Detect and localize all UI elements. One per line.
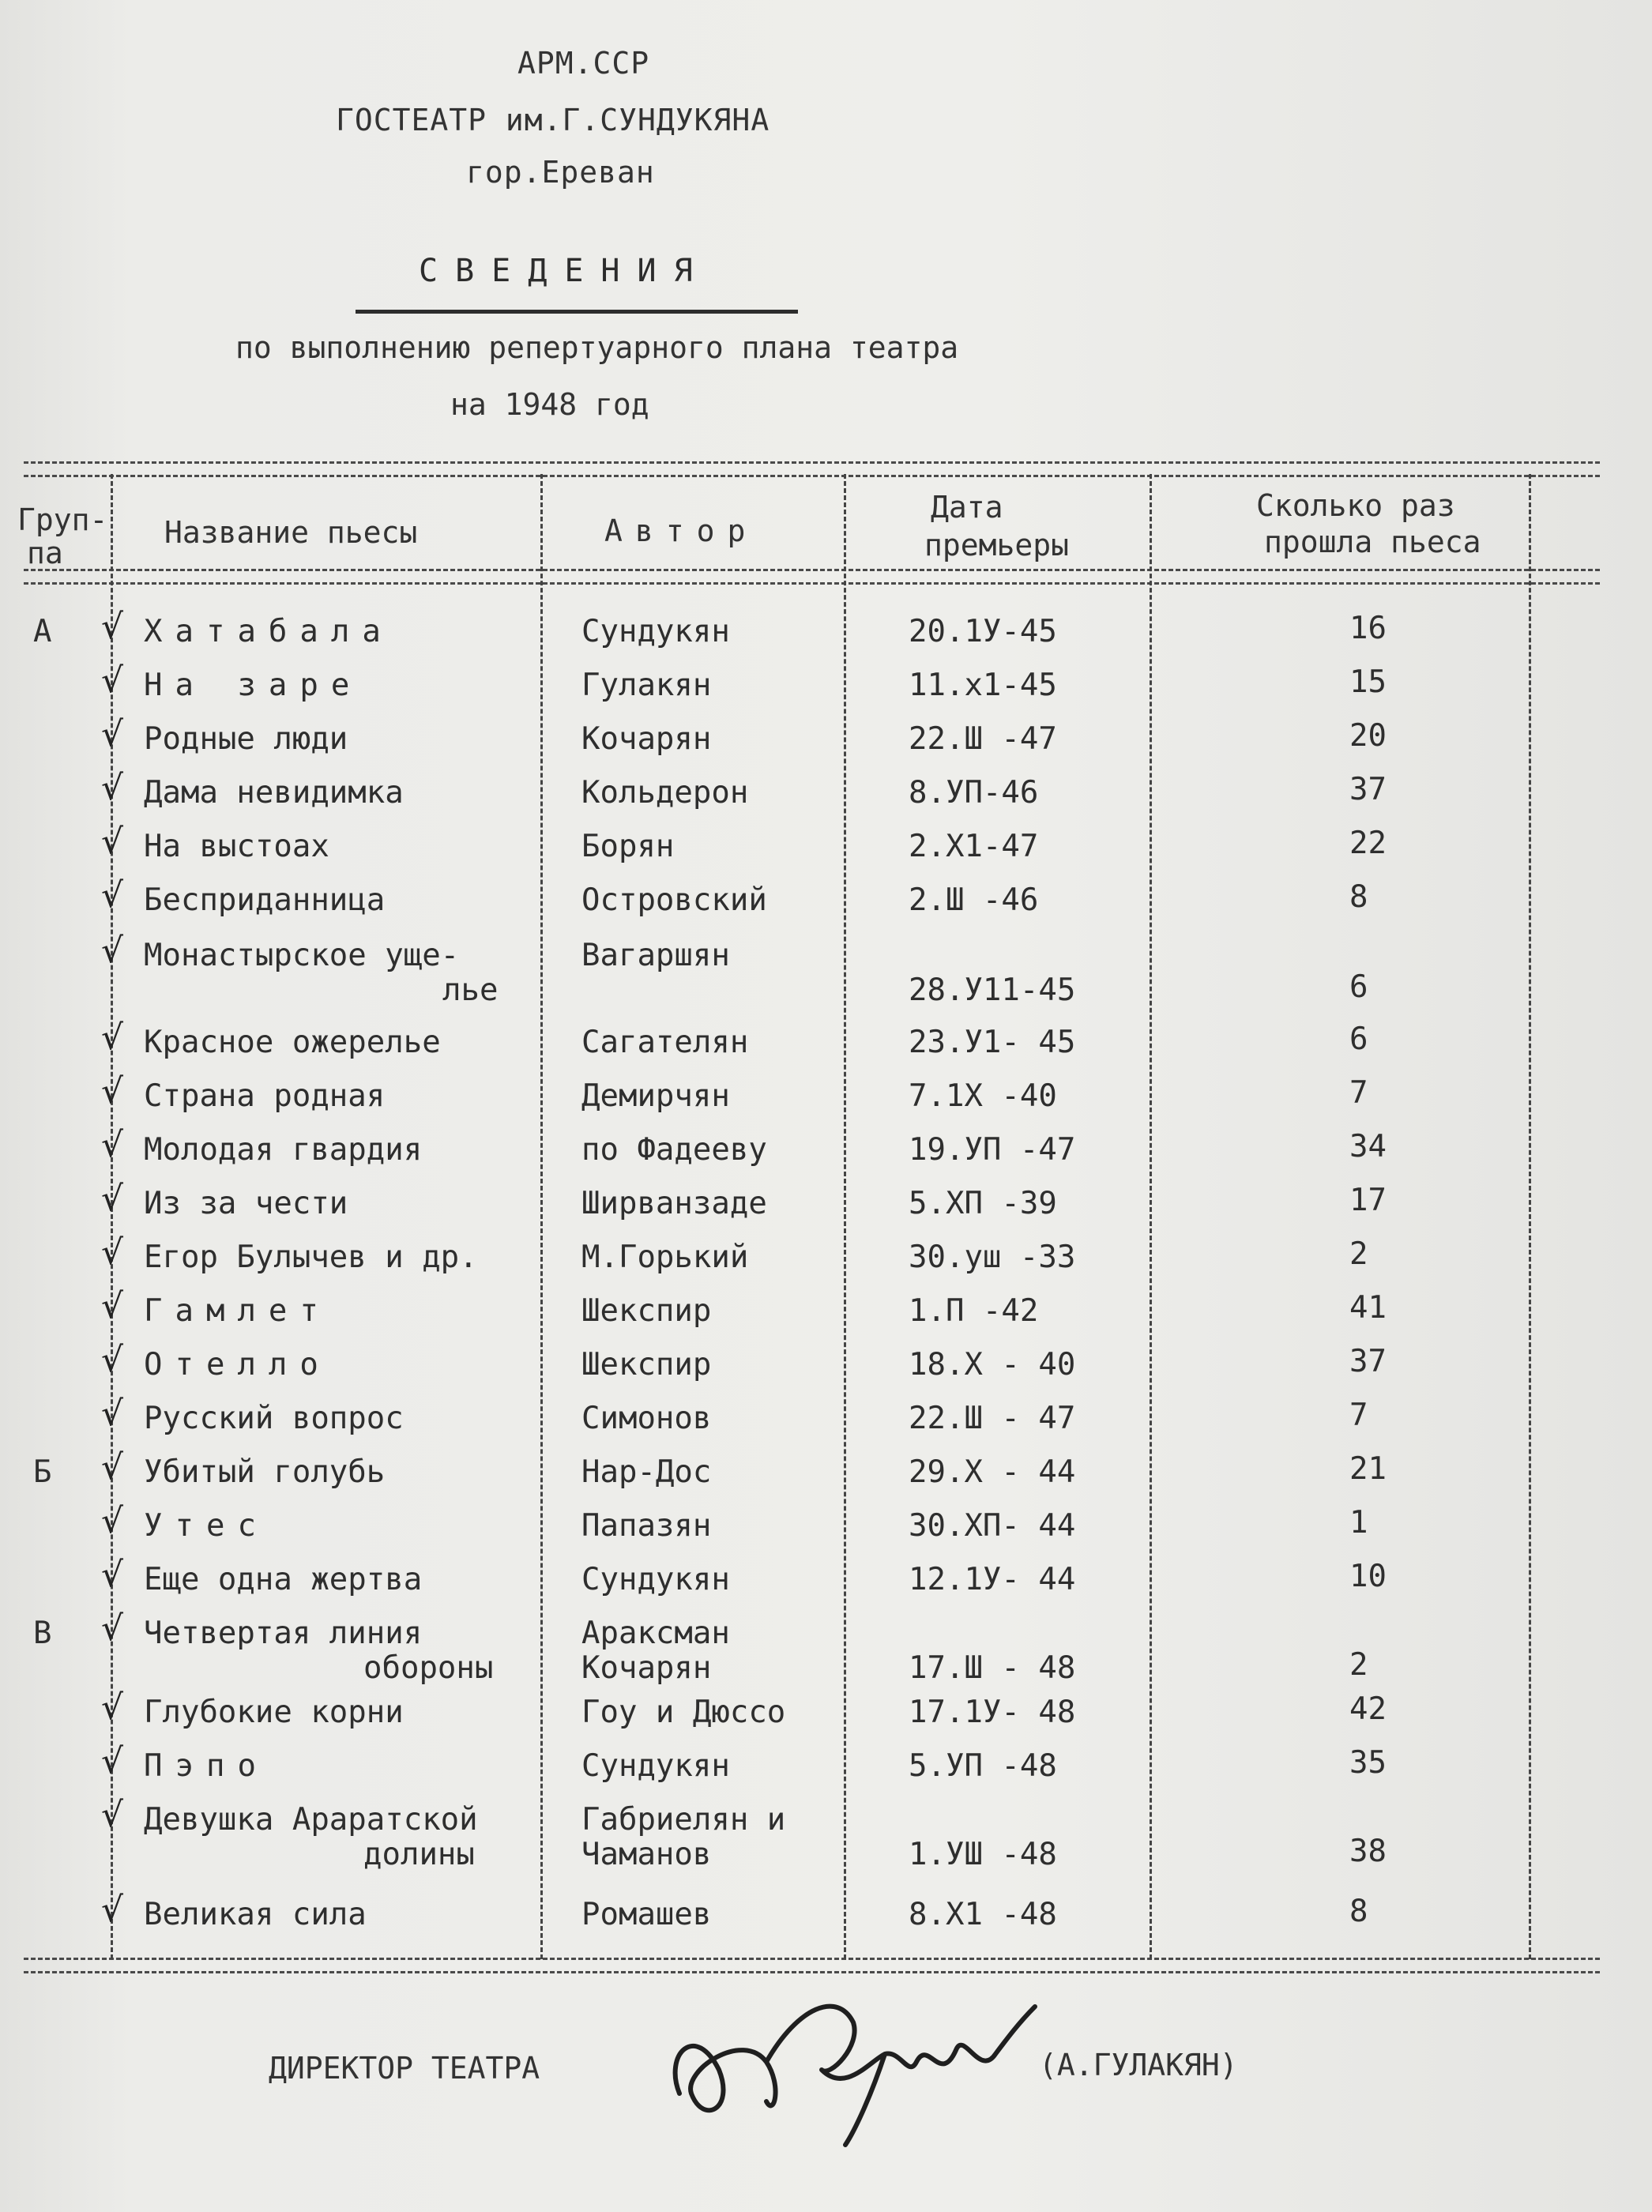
table-row <box>0 1179 1652 1243</box>
author-cell: Нар-Дос <box>581 1454 712 1490</box>
header-theatre: ГОСТЕАТР им.Г.СУНДУКЯНА <box>336 103 770 137</box>
play-title-cell: Еще одна жертва <box>144 1562 423 1597</box>
play-title-cell: Молодая гвардия <box>144 1132 423 1168</box>
play-title-cont-cell: долины <box>363 1837 475 1872</box>
table-row <box>0 1890 1652 1954</box>
group-cell: Б <box>33 1454 52 1490</box>
table-row <box>0 1286 1652 1351</box>
author-cell: М.Горький <box>581 1240 749 1275</box>
author-cell: Гоу и Дюссо <box>581 1695 786 1730</box>
author-cell: Вагаршян <box>581 938 730 973</box>
premiere-date-cell: 23.У1- 45 <box>909 1025 1076 1060</box>
play-title-cell: Гамлет <box>144 1293 331 1329</box>
author-cell: Гулакян <box>581 668 712 703</box>
play-title-cell: Глубокие корни <box>144 1695 404 1730</box>
performance-count-cell: 1 <box>1349 1505 1368 1540</box>
premiere-date-cell: 1.П -42 <box>909 1293 1039 1329</box>
premiere-date-cell: 5.ХП -39 <box>909 1186 1057 1221</box>
checkmark-icon: √ <box>101 607 124 647</box>
play-title-cell: Отелло <box>144 1347 331 1382</box>
performance-count-cell: 42 <box>1349 1691 1387 1727</box>
author-cell: Шекспир <box>581 1347 712 1382</box>
director-signature <box>648 1975 1090 2149</box>
checkmark-icon: √ <box>101 931 124 971</box>
table-row <box>0 1501 1652 1566</box>
table-row <box>0 607 1652 672</box>
header-city: гор.Ереван <box>466 155 655 190</box>
checkmark-icon: √ <box>101 1394 124 1434</box>
table-row <box>0 1687 1652 1752</box>
table-row <box>0 1447 1652 1512</box>
performance-count-cell: 37 <box>1349 1344 1387 1379</box>
play-title-cell: Страна родная <box>144 1078 386 1114</box>
table-row <box>0 1340 1652 1405</box>
checkmark-icon: √ <box>101 1125 124 1165</box>
table-row <box>0 714 1652 779</box>
performance-count-cell: 22 <box>1349 826 1387 861</box>
performance-count-cell: 37 <box>1349 772 1387 807</box>
play-title-cell: Убитый голубь <box>144 1454 386 1490</box>
play-title-cell: Утес <box>144 1508 269 1544</box>
checkmark-icon: √ <box>101 1447 124 1488</box>
checkmark-icon: √ <box>101 1018 124 1058</box>
author-cell: по Фадееву <box>581 1132 767 1168</box>
author-cell: Сагателян <box>581 1025 749 1060</box>
premiere-date-cell: 2.Х1-47 <box>909 829 1039 864</box>
play-title-cell: Дама невидимка <box>144 775 404 811</box>
checkmark-icon: √ <box>101 1608 124 1649</box>
play-title-cont-cell: лье <box>442 972 499 1008</box>
table-row <box>0 1555 1652 1620</box>
table-row <box>0 822 1652 886</box>
performance-count-cell: 7 <box>1349 1398 1368 1433</box>
performance-count-cell: 35 <box>1349 1745 1387 1781</box>
author-cell: Островский <box>581 882 767 918</box>
header-group-line-1: Груп- <box>17 502 108 537</box>
checkmark-icon: √ <box>101 768 124 808</box>
premiere-date-cell: 2.Ш -46 <box>909 882 1039 918</box>
premiere-date-cell: 19.УП -47 <box>909 1132 1076 1168</box>
play-title-cell: Девушка Араратской <box>144 1802 478 1838</box>
play-title-cell: Красное ожерелье <box>144 1025 441 1060</box>
performance-count-cell: 6 <box>1349 1021 1368 1057</box>
checkmark-icon: √ <box>101 1555 124 1595</box>
performance-count-cell: 17 <box>1349 1183 1387 1218</box>
table-row <box>0 768 1652 833</box>
group-cell: А <box>33 614 52 649</box>
table-bottom-rule <box>24 1958 1600 1973</box>
author-cell: Сундукян <box>581 1748 730 1784</box>
header-author: Автор <box>604 514 758 548</box>
checkmark-icon: √ <box>101 714 124 754</box>
performance-count-cell: 6 <box>1349 969 1368 1005</box>
table-row <box>0 660 1652 725</box>
play-title-cell: Русский вопрос <box>144 1401 404 1436</box>
table-top-rule <box>24 461 1600 477</box>
performance-count-cell: 7 <box>1349 1075 1368 1111</box>
author-cell: Шекспир <box>581 1293 712 1329</box>
play-title-cell: Бесприданница <box>144 882 386 918</box>
header-date-line-1: Дата <box>931 490 1003 525</box>
author-cell: Ширванзаде <box>581 1186 767 1221</box>
checkmark-icon: √ <box>101 1501 124 1541</box>
performance-count-cell: 20 <box>1349 718 1387 754</box>
premiere-date-cell: 20.1У-45 <box>909 614 1057 649</box>
premiere-date-cell: 17.1У- 48 <box>909 1695 1076 1730</box>
checkmark-icon: √ <box>101 1741 124 1781</box>
checkmark-icon: √ <box>101 1340 124 1380</box>
header-republic: АРМ.ССР <box>517 46 650 81</box>
play-title-cell: На выстоах <box>144 829 329 864</box>
table-row <box>0 1608 1652 1686</box>
checkmark-icon: √ <box>101 1687 124 1728</box>
premiere-date-cell: 30.ХП- 44 <box>909 1508 1076 1544</box>
table-row <box>0 1741 1652 1806</box>
document-title: СВЕДЕНИЯ <box>419 253 710 289</box>
table-row <box>0 1125 1652 1190</box>
play-title-cell: Родные люди <box>144 721 348 757</box>
premiere-date-cell: 5.УП -48 <box>909 1748 1057 1784</box>
checkmark-icon: √ <box>101 1795 124 1835</box>
director-name: (А.ГУЛАКЯН) <box>1039 2048 1238 2082</box>
author-cell: Демирчян <box>581 1078 730 1114</box>
subtitle-line-2: на 1948 год <box>450 387 649 422</box>
premiere-date-cell: 12.1У- 44 <box>909 1562 1076 1597</box>
premiere-date-cell: 8.Х1 -48 <box>909 1897 1057 1932</box>
performance-count-cell: 21 <box>1349 1451 1387 1487</box>
table-row <box>0 1795 1652 1872</box>
play-title-cell: Хатабала <box>144 614 393 649</box>
title-underline <box>356 310 798 314</box>
premiere-date-cell: 28.У11-45 <box>909 972 1076 1008</box>
group-cell: В <box>33 1616 52 1651</box>
table-row <box>0 875 1652 940</box>
performance-count-cell: 34 <box>1349 1129 1387 1164</box>
director-label: ДИРЕКТОР ТЕАТРА <box>269 2051 540 2086</box>
header-title: Название пьесы <box>164 515 418 550</box>
checkmark-icon: √ <box>101 875 124 916</box>
performance-count-cell: 38 <box>1349 1834 1387 1869</box>
play-title-cell: Великая сила <box>144 1897 367 1932</box>
author-cell: Симонов <box>581 1401 712 1436</box>
play-title-cell: Монастырское уще- <box>144 938 460 973</box>
author-cell: Габриелян и <box>581 1802 786 1838</box>
author-cell: Кочарян <box>581 721 712 757</box>
play-title-cell: На заре <box>144 668 363 703</box>
table-row <box>0 931 1652 1008</box>
premiere-date-cell: 22.Ш -47 <box>909 721 1057 757</box>
play-title-cell: Четвертая линия <box>144 1616 423 1651</box>
header-count-line-2: прошла пьеса <box>1264 525 1481 559</box>
performance-count-cell: 41 <box>1349 1290 1387 1326</box>
author-cont-cell: Кочарян <box>581 1650 712 1686</box>
premiere-date-cell: 8.УП-46 <box>909 775 1039 811</box>
header-count-line-1: Сколько раз <box>1256 488 1455 523</box>
performance-count-cell: 2 <box>1349 1647 1368 1683</box>
premiere-date-cell: 30.уш -33 <box>909 1240 1076 1275</box>
performance-count-cell: 8 <box>1349 879 1368 915</box>
author-cell: Араксман <box>581 1616 730 1651</box>
author-cell: Сундукян <box>581 1562 730 1597</box>
play-title-cell: Из за чести <box>144 1186 348 1221</box>
subtitle-line-1: по выполнению репертуарного плана театра <box>235 330 959 365</box>
checkmark-icon: √ <box>101 1071 124 1112</box>
table-row <box>0 1394 1652 1458</box>
checkmark-icon: √ <box>101 1286 124 1326</box>
premiere-date-cell: 7.1Х -40 <box>909 1078 1057 1114</box>
table-row <box>0 1071 1652 1136</box>
performance-count-cell: 2 <box>1349 1236 1368 1272</box>
performance-count-cell: 8 <box>1349 1894 1368 1929</box>
play-title-cell: Пэпо <box>144 1748 269 1784</box>
performance-count-cell: 10 <box>1349 1559 1387 1594</box>
premiere-date-cell: 18.Х - 40 <box>909 1347 1076 1382</box>
author-cont-cell: Чаманов <box>581 1837 712 1872</box>
author-cell: Сундукян <box>581 614 730 649</box>
checkmark-icon: √ <box>101 822 124 862</box>
checkmark-icon: √ <box>101 1232 124 1273</box>
header-date-line-2: премьеры <box>924 528 1070 562</box>
table-row <box>0 1232 1652 1297</box>
performance-count-cell: 16 <box>1349 611 1387 646</box>
premiere-date-cell: 17.Ш - 48 <box>909 1650 1076 1686</box>
checkmark-icon: √ <box>101 660 124 701</box>
checkmark-icon: √ <box>101 1179 124 1219</box>
premiere-date-cell: 29.Х - 44 <box>909 1454 1076 1490</box>
author-cell: Ромашев <box>581 1897 712 1932</box>
author-cell: Папазян <box>581 1508 712 1544</box>
checkmark-icon: √ <box>101 1890 124 1930</box>
play-title-cell: Егор Булычев и др. <box>144 1240 478 1275</box>
author-cell: Борян <box>581 829 675 864</box>
table-header-rule <box>24 569 1600 585</box>
premiere-date-cell: 22.Ш - 47 <box>909 1401 1076 1436</box>
play-title-cont-cell: обороны <box>363 1650 494 1686</box>
author-cell: Кольдерон <box>581 775 749 811</box>
performance-count-cell: 15 <box>1349 664 1387 700</box>
premiere-date-cell: 1.УШ -48 <box>909 1837 1057 1872</box>
table-row <box>0 1018 1652 1082</box>
premiere-date-cell: 11.х1-45 <box>909 668 1057 703</box>
header-group-line-2: па <box>27 536 63 570</box>
